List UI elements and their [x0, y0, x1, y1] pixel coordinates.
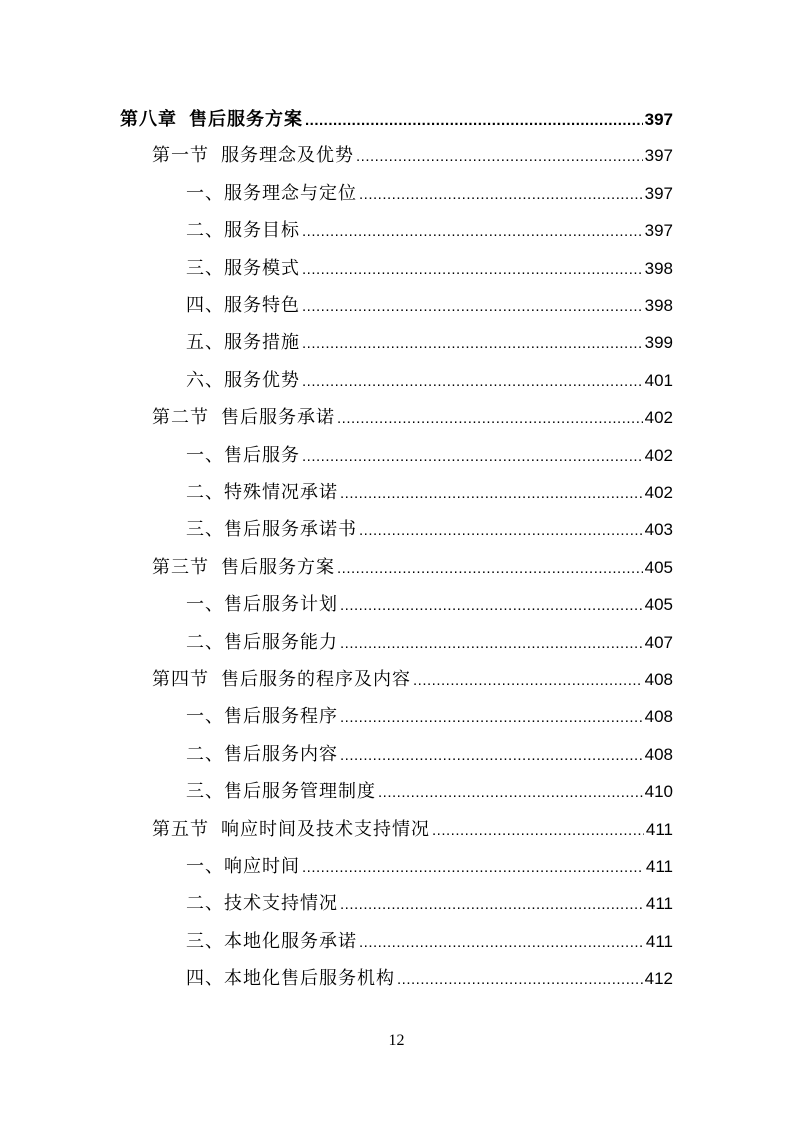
toc-entry-title: 服务特色: [224, 295, 300, 316]
toc-entry-label: [186, 330, 300, 356]
toc-entry-title: 服务理念与定位: [224, 182, 357, 204]
toc-dot-leader: [337, 406, 643, 432]
toc-subsection-entry[interactable]: [186, 218, 673, 244]
toc-dot-leader: [302, 444, 643, 470]
toc-entry-title: 售后服务程序: [224, 706, 338, 728]
toc-subsection-entry[interactable]: [186, 293, 673, 319]
toc-entry-page: 397: [644, 183, 673, 203]
toc-section-entry[interactable]: [152, 143, 673, 169]
toc-subsection-entry[interactable]: [186, 966, 673, 992]
toc-dot-leader: [340, 481, 643, 507]
toc-entry-number: 二、: [186, 220, 224, 242]
toc-entry-label: [186, 891, 338, 917]
toc-entry-page: 398: [644, 258, 673, 278]
toc-entry-page: 405: [644, 557, 673, 577]
toc-entry-page: 397: [644, 146, 673, 166]
toc-entry-title: 售后服务: [224, 444, 300, 466]
toc-subsection-entry[interactable]: [186, 779, 673, 805]
toc-entry-number: 一、: [186, 706, 224, 728]
toc-entry-page: 398: [644, 296, 673, 315]
toc-entry-page: 405: [644, 595, 673, 615]
toc-entry-label: [186, 368, 300, 394]
toc-entry-number: 二、: [186, 743, 224, 765]
toc-dot-leader: [302, 855, 644, 881]
toc-dot-leader: [340, 892, 644, 918]
toc-entry-title: 服务目标: [224, 220, 300, 242]
toc-entry-number: 第二节: [152, 407, 209, 429]
toc-dot-leader: [302, 369, 643, 395]
toc-entry-label: [152, 817, 430, 843]
toc-entry-number: 第五节: [152, 818, 209, 840]
toc-dot-leader: [359, 182, 643, 208]
toc-section-entry[interactable]: [152, 667, 673, 693]
toc-entry-number: 三、: [186, 930, 224, 952]
toc-entry-title: 服务优势: [224, 369, 300, 391]
toc-entry-page: 402: [644, 445, 673, 465]
toc-entry-label: [120, 106, 303, 132]
toc-entry-title: 售后服务管理制度: [224, 781, 376, 803]
toc-dot-leader: [302, 331, 643, 357]
toc-entry-title: 服务理念及优势: [221, 145, 354, 167]
toc-entry-label: [186, 443, 300, 469]
toc-entry-title: 售后服务方案: [221, 556, 335, 578]
toc-entry-label: [186, 966, 395, 992]
toc-entry-label: [186, 517, 357, 543]
toc-entry-number: 二、: [186, 893, 224, 915]
toc-entry-number: 第八章: [120, 109, 177, 129]
toc-entry-page: 411: [645, 857, 673, 876]
toc-dot-leader: [302, 257, 643, 283]
toc-entry-page: 408: [644, 707, 673, 727]
toc-entry-label: [186, 256, 300, 282]
toc-entry-page: 410: [644, 782, 673, 802]
toc-dot-leader: [340, 743, 643, 769]
toc-entry-title: 服务措施: [224, 332, 300, 354]
toc-dot-leader: [378, 780, 643, 806]
toc-dot-leader: [305, 108, 643, 134]
toc-entry-label: [186, 854, 300, 880]
toc-entry-title: 响应时间: [224, 856, 300, 877]
toc-entry-label: [186, 181, 357, 207]
toc-dot-leader: [397, 967, 643, 993]
toc-entry-page: 397: [644, 110, 673, 129]
toc-entry-title: 服务模式: [224, 257, 300, 279]
toc-dot-leader: [340, 593, 643, 619]
toc-entry-label: [152, 667, 411, 693]
toc-dot-leader: [302, 294, 643, 320]
toc-entry-page: 402: [644, 408, 673, 428]
toc-entry-page: 407: [644, 632, 673, 652]
toc-entry-title: 售后服务能力: [224, 631, 338, 653]
toc-entry-number: 三、: [186, 257, 224, 279]
toc-entry-number: 第四节: [152, 669, 209, 690]
toc-entry-number: 第三节: [152, 556, 209, 578]
toc-entry-number: 三、: [186, 519, 224, 541]
toc-entry-page: 401: [644, 370, 673, 390]
toc-entry-page: 403: [644, 520, 673, 540]
toc-subsection-entry[interactable]: [186, 592, 673, 618]
toc-entry-page: 408: [644, 744, 673, 764]
toc-section-entry[interactable]: [152, 405, 673, 431]
toc-entry-title: 售后服务计划: [224, 594, 338, 616]
toc-entry-page: 399: [644, 333, 673, 353]
toc-subsection-entry[interactable]: [186, 330, 673, 356]
toc-entry-title: 售后服务承诺: [221, 407, 335, 429]
toc-entry-label: [186, 779, 376, 805]
toc-entry-page: 397: [644, 221, 673, 241]
toc-entry-title: 本地化售后服务机构: [224, 968, 395, 990]
toc-dot-leader: [340, 705, 643, 731]
toc-entry-number: 第一节: [152, 145, 209, 167]
toc-dot-leader: [340, 631, 643, 657]
toc-entry-number: 一、: [186, 594, 224, 616]
toc-dot-leader: [337, 556, 643, 582]
toc-entry-title: 技术支持情况: [224, 893, 338, 915]
toc-entry-page: 408: [644, 670, 673, 689]
toc-entry-number: 五、: [186, 332, 224, 354]
toc-subsection-entry[interactable]: [186, 929, 673, 955]
toc-entry-number: 一、: [186, 856, 224, 877]
toc-entry-number: 六、: [186, 369, 224, 391]
toc-entry-label: [186, 293, 300, 319]
toc-subsection-entry[interactable]: [186, 704, 673, 730]
toc-entry-title: 本地化服务承诺: [224, 930, 357, 952]
toc-entry-label: [186, 630, 338, 656]
toc-entry-title: 特殊情况承诺: [224, 482, 338, 503]
toc-dot-leader: [359, 930, 644, 956]
toc-subsection-entry[interactable]: [186, 181, 673, 207]
toc-entry-label: [186, 480, 338, 506]
toc-entry-page: 411: [645, 819, 673, 839]
toc-entry-title: 售后服务承诺书: [224, 519, 357, 541]
toc-subsection-entry[interactable]: [186, 891, 673, 917]
toc-subsection-entry[interactable]: [186, 630, 673, 656]
toc-entry-number: 一、: [186, 182, 224, 204]
toc-entry-title: 售后服务的程序及内容: [221, 669, 411, 690]
toc-entry-label: [186, 742, 338, 768]
toc-entry-number: 三、: [186, 781, 224, 803]
toc-entry-label: [186, 704, 338, 730]
toc-entry-number: 二、: [186, 631, 224, 653]
toc-entry-number: 二、: [186, 482, 224, 503]
toc-dot-leader: [356, 144, 643, 170]
toc-section-entry[interactable]: [152, 817, 673, 843]
toc-chapter-entry[interactable]: [120, 106, 673, 132]
page-number: 12: [388, 1032, 405, 1049]
toc-entry-label: [152, 405, 335, 431]
toc-dot-leader: [359, 518, 643, 544]
toc-entry-label: [186, 218, 300, 244]
toc-entry-label: [186, 929, 357, 955]
toc-section-entry[interactable]: [152, 555, 673, 581]
toc-entry-number: 四、: [186, 968, 224, 990]
toc-dot-leader: [432, 818, 644, 844]
toc-entry-label: [152, 555, 335, 581]
toc-subsection-entry[interactable]: [186, 742, 673, 768]
toc-subsection-entry[interactable]: [186, 368, 673, 394]
toc-dot-leader: [413, 668, 643, 694]
toc-subsection-entry[interactable]: [186, 480, 673, 506]
toc-subsection-entry[interactable]: [186, 517, 673, 543]
toc-entry-label: [186, 592, 338, 618]
toc-entry-number: 一、: [186, 444, 224, 466]
toc-entry-page: 412: [644, 969, 673, 989]
toc-dot-leader: [302, 219, 643, 245]
toc-entry-label: [152, 143, 354, 169]
toc-entry-title: 售后服务内容: [224, 743, 338, 765]
toc-entry-page: 411: [645, 931, 673, 951]
toc-entry-page: 411: [645, 894, 673, 914]
toc-subsection-entry[interactable]: [186, 854, 673, 880]
toc-entry-number: 四、: [186, 295, 224, 316]
toc-entry-title: 响应时间及技术支持情况: [221, 818, 430, 840]
toc-entry-page: 402: [644, 483, 673, 502]
toc-subsection-entry[interactable]: [186, 443, 673, 469]
toc-subsection-entry[interactable]: [186, 256, 673, 282]
toc-entry-title: 售后服务方案: [189, 109, 303, 129]
